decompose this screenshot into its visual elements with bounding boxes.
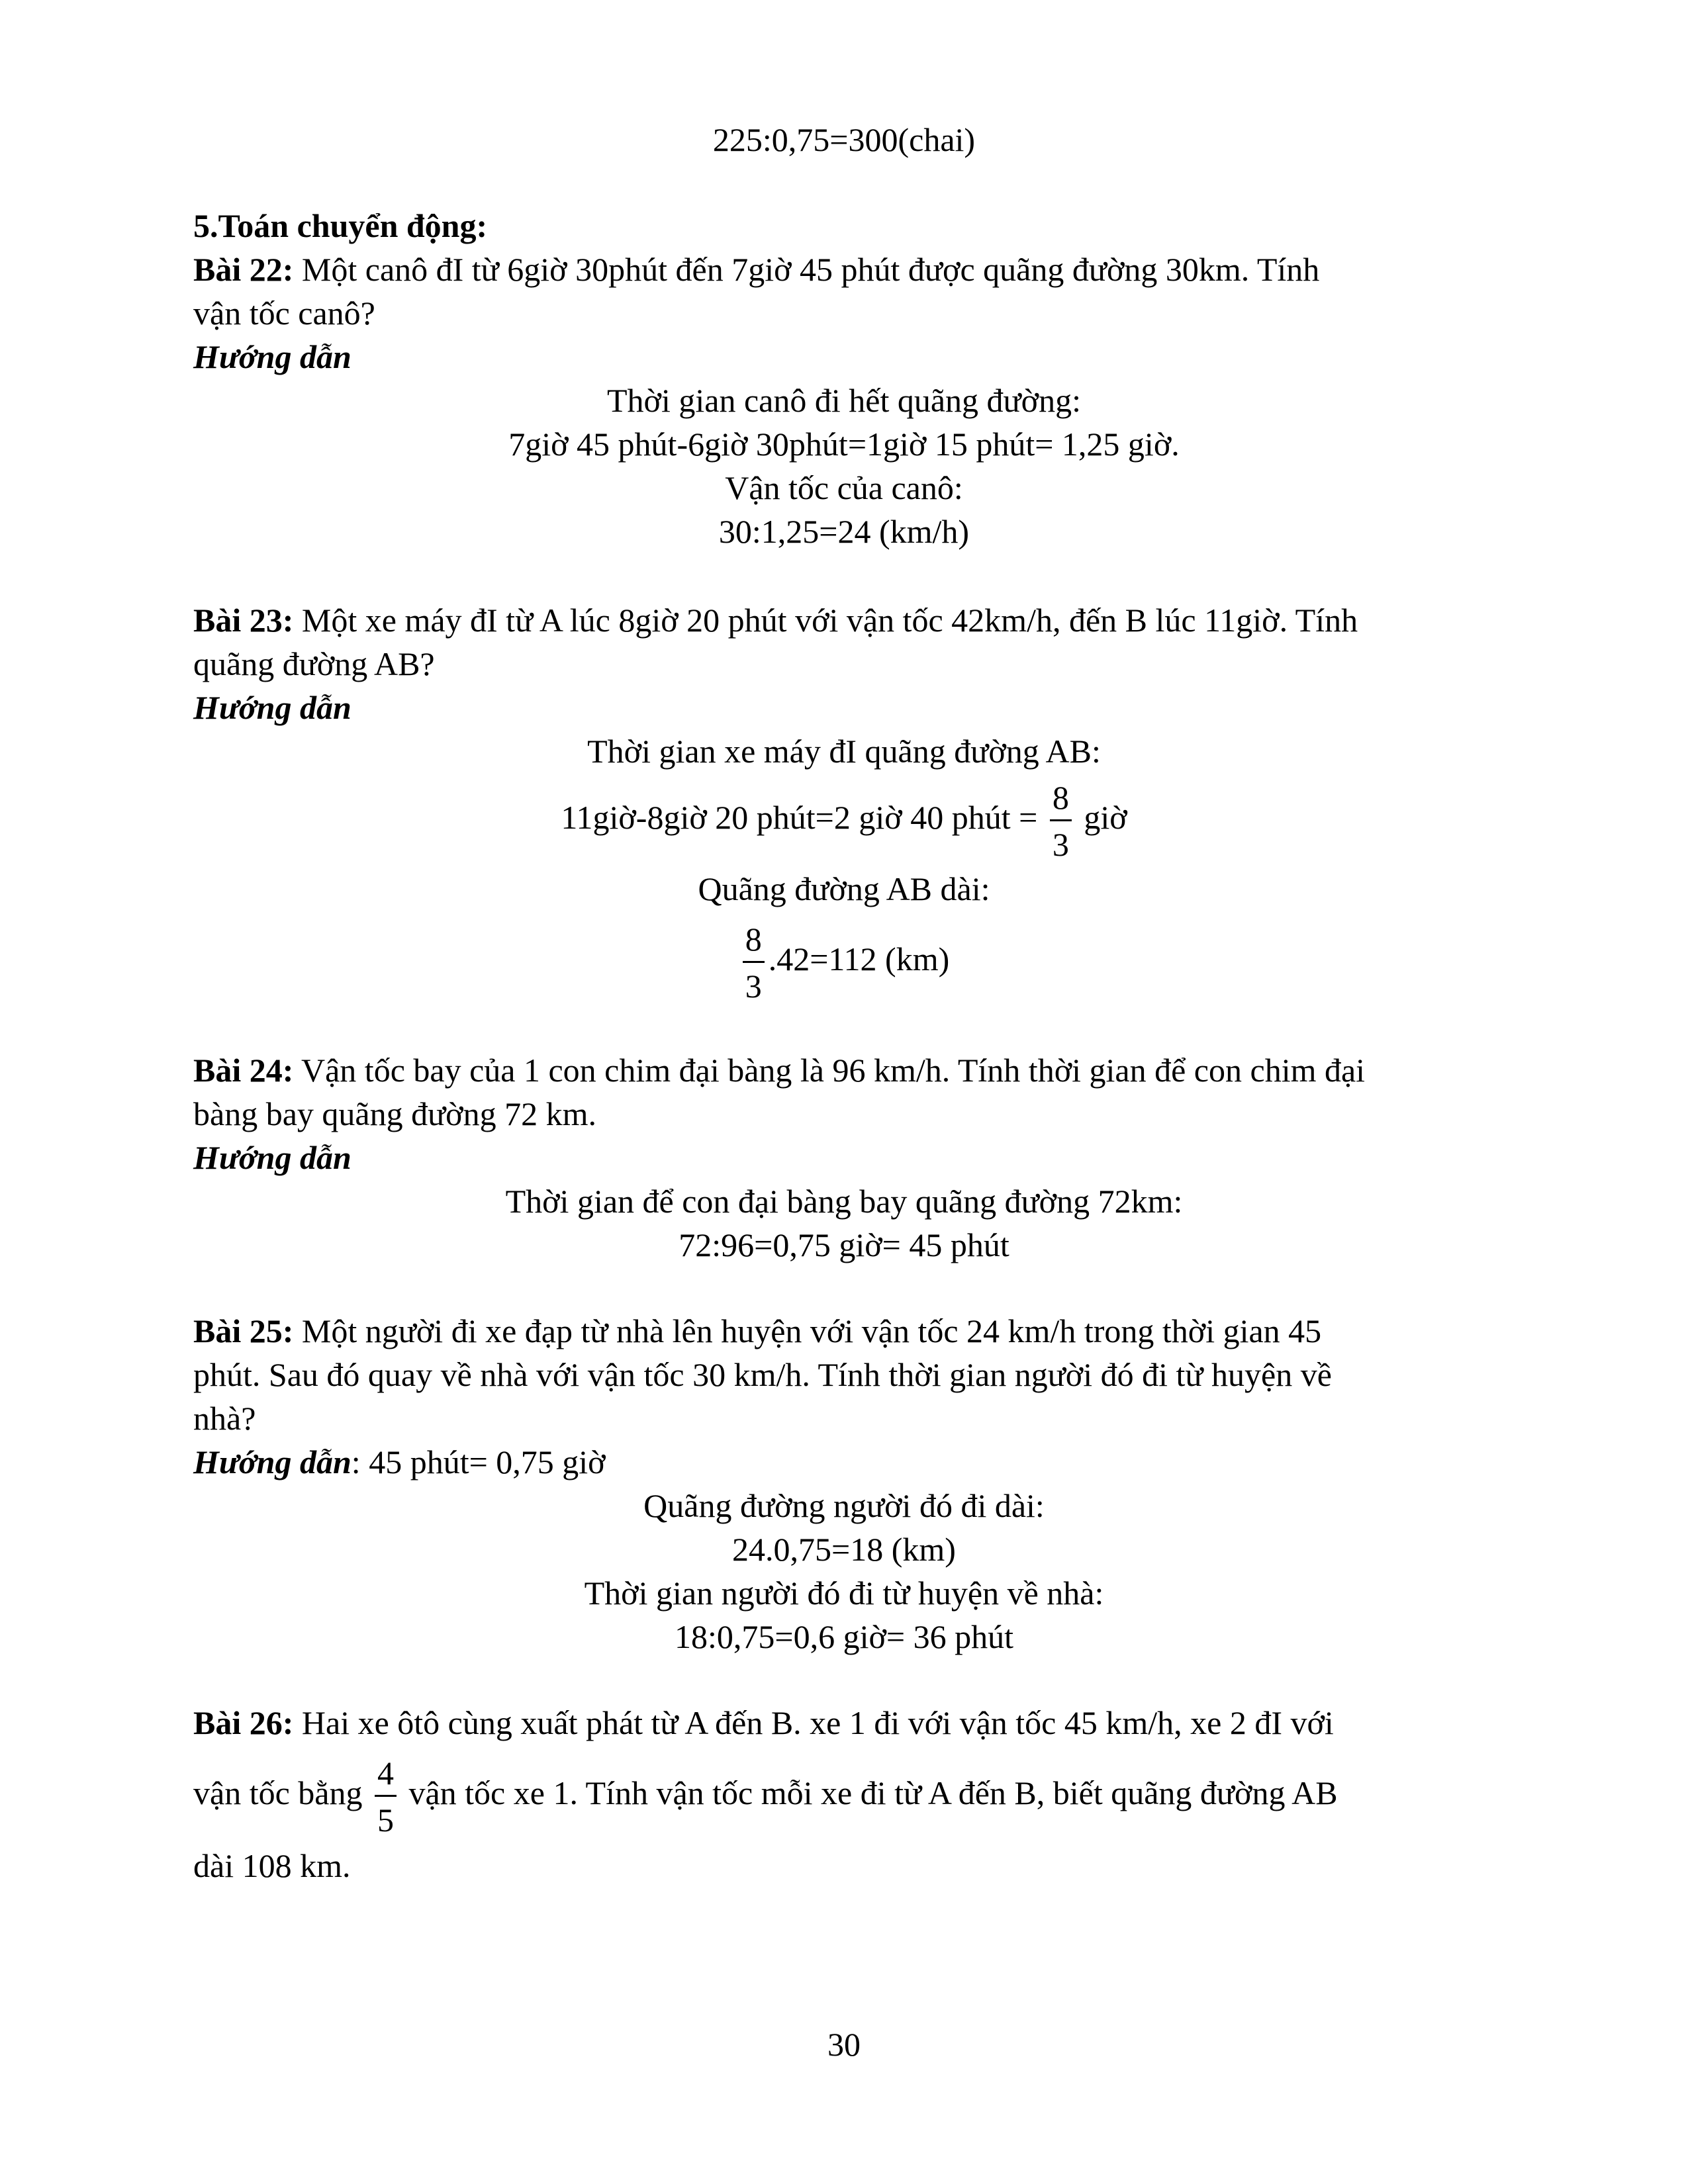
problem-25-guide: Hướng dẫn (193, 1443, 352, 1480)
section-title: 5.Toán chuyển động: (193, 207, 488, 244)
problem-22-label: Bài 22: (193, 251, 294, 288)
problem-23-solution-1: Thời gian xe máy đI quãng đường AB: (587, 733, 1101, 770)
fraction-8-3: $\frac{8}{3}$ (1050, 781, 1072, 861)
page-number: 30 (827, 2026, 861, 2063)
problem-24-line-2: bàng bay quãng đường 72 km. (193, 1095, 597, 1132)
problem-26-line-1: Bài 26: Hai xe ôtô cùng xuất phát từ A đến B. xe 1 đi với vận tốc 45 km/h, xe 2 đI với (193, 1704, 1334, 1741)
problem-25-solution-2: 24.0,75=18 (km) (732, 1531, 956, 1568)
problem-26-label: Bài 26: (193, 1704, 294, 1741)
problem-24-label: Bài 24: (193, 1052, 294, 1089)
problem-23-guide: Hướng dẫn (193, 689, 352, 726)
problem-26-line-3: dài 108 km. (193, 1847, 351, 1884)
problem-23-solution-4: $\frac{8}{3}$ .42=112 (km) (0, 923, 1688, 1003)
problem-24-solution-1: Thời gian để con đại bàng bay quãng đường 72km: (505, 1183, 1183, 1220)
problem-22-line-2: vận tốc canô? (193, 295, 375, 332)
problem-25-solution-3: Thời gian người đó đi từ huyện về nhà: (584, 1574, 1104, 1612)
problem-22-guide: Hướng dẫn (193, 338, 352, 375)
problem-24-line-1: Bài 24: Vận tốc bay của 1 con chim đại bàng là 96 km/h. Tính thời gian để con chim đại (193, 1052, 1366, 1089)
problem-23-line-2: quãng đường AB? (193, 645, 435, 682)
problem-22-line-1: Bài 22: Một canô đI từ 6giờ 30phút đến 7giờ 45 phút được quãng đường 30km. Tính (193, 251, 1320, 288)
problem-26-line-2: vận tốc bằng $\frac{4}{5}$ vận tốc xe 1. Tính vận tốc mỗi xe đi từ A đến B, biết quãng đường AB (193, 1754, 1338, 1839)
problem-25-solution-1: Quãng đường người đó đi dài: (643, 1487, 1045, 1524)
problem-23-label: Bài 23: (193, 602, 294, 639)
fraction-4-5: $\frac{4}{5}$ (375, 1756, 397, 1837)
problem-25-line-1: Bài 25: Một người đi xe đạp từ nhà lên huyện với vận tốc 24 km/h trong thời gian 45 (193, 1312, 1322, 1349)
problem-25-label: Bài 25: (193, 1312, 294, 1349)
problem-25-guide-line: Hướng dẫn: 45 phút= 0,75 giờ (193, 1443, 606, 1480)
problem-22-solution-2: 7giờ 45 phút-6giờ 30phút=1giờ 15 phút= 1,25 giờ. (508, 426, 1180, 463)
problem-23-solution-3: Quãng đường AB dài: (698, 870, 990, 907)
problem-23-solution-2: 11giờ-8giờ 20 phút=2 giờ 40 phút = $\frac{8}{3}$ giờ (561, 779, 1127, 864)
problem-25-line-2: phút. Sau đó quay về nhà với vận tốc 30 km/h. Tính thời gian người đó đi từ huyện về (193, 1356, 1332, 1393)
problem-24-solution-2: 72:96=0,75 giờ= 45 phút (679, 1226, 1009, 1263)
top-equation: 225:0,75=300(chai) (712, 121, 976, 158)
problem-25-line-3: nhà? (193, 1400, 256, 1437)
problem-22-solution-3: Vận tốc của canô: (725, 469, 963, 506)
problem-22-solution-4: 30:1,25=24 (km/h) (718, 513, 970, 550)
problem-24-guide: Hướng dẫn (193, 1139, 352, 1176)
problem-23-line-1: Bài 23: Một xe máy đI từ A lúc 8giờ 20 phút với vận tốc 42km/h, đến B lúc 11giờ. Tính (193, 602, 1358, 639)
problem-25-solution-4: 18:0,75=0,6 giờ= 36 phút (674, 1618, 1013, 1655)
fraction-8-3-b: $\frac{8}{3}$ (743, 923, 765, 1003)
problem-22-solution-1: Thời gian canô đi hết quãng đường: (607, 382, 1081, 419)
